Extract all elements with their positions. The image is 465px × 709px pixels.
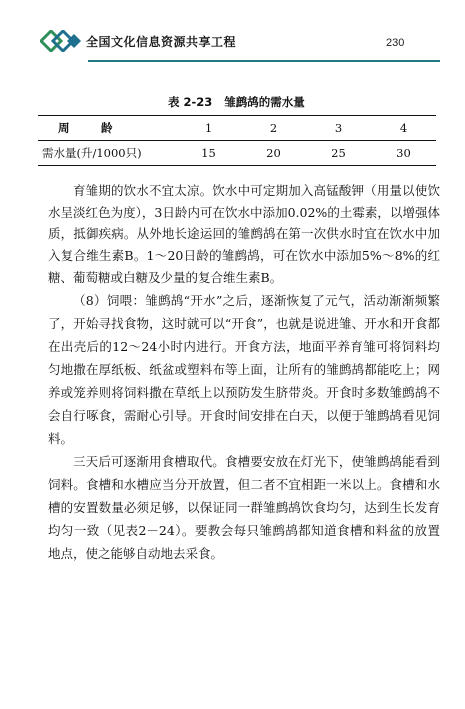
table-title: 雏鹧鸪的需水量 bbox=[224, 95, 305, 109]
water-requirement-table bbox=[38, 115, 436, 166]
page-header bbox=[0, 0, 465, 72]
table-caption bbox=[168, 94, 305, 110]
table-header-row bbox=[38, 116, 436, 141]
table-header-label: 周 龄 bbox=[38, 116, 176, 141]
header-title: 全国文化信息资源共享工程 bbox=[86, 35, 237, 49]
table-cell: 15 bbox=[201, 146, 216, 160]
table-row-label: 需水量(升/1000只) bbox=[42, 146, 142, 160]
logo-diamond-icon bbox=[40, 30, 84, 52]
paragraph: 三天后可逐渐用食槽取代。食槽要安放在灯光下，使雏鹧鸪能看到饲料。食槽和水槽应当分开放置，但二者不宜相距一米以上。食槽和水槽的安置数量必须足够，以保证同一群雏鹧鸪饮食均匀，达到生长发育均匀一致（见表2－24）。要教会每只雏鹧鸪都知道食槽和料盆的放置地点，使之能够自动地去采食。 bbox=[48, 453, 440, 561]
body-text bbox=[48, 180, 440, 565]
table-cell: 1 bbox=[176, 116, 241, 141]
table-number: 表 2-23 bbox=[168, 95, 213, 109]
header-rule bbox=[88, 60, 440, 62]
table-cell: 2 bbox=[241, 116, 306, 141]
table-cell: 20 bbox=[266, 146, 281, 160]
page-number: 230 bbox=[386, 37, 405, 49]
paragraph: 育雏期的饮水不宜太凉。饮水中可定期加入高锰酸钾（用量以使饮水呈淡红色为度），3日龄内可在饮水中添加0.02%的土霉素，以增强体质，抵御疾病。从外地长途运回的雏鹧鸪在第一次供水时宜在饮水中加入复合维生素B。1～20日龄的雏鹧鸪，可在饮水中添加5%～8%的红糖、葡萄糖或白糖及少量的复合维生素B。 bbox=[48, 183, 440, 285]
table-cell: 25 bbox=[331, 146, 346, 160]
table-cell: 4 bbox=[371, 116, 436, 141]
paragraph: （8）饲喂：雏鹧鸪“开水”之后，逐渐恢复了元气，活动渐渐频繁了，开始寻找食物，这时就可以“开食”，也就是说进雏、开水和开食都在出壳后的12～24小时内进行。开食方法，地面平养育雏可将饲料均匀地撒在厚纸板、纸盆或塑料布等上面，让所有的雏鹧鸪都能吃上；网养或笼养则将饲料撒在草纸上以预防发生脐带炎。开食时多数雏鹧鸪不会自行啄食，需耐心引导。开食时间安排在白天，以便于雏鹧鸪看见饲料。 bbox=[48, 292, 440, 446]
table-cell: 3 bbox=[306, 116, 371, 141]
table-data-row bbox=[38, 141, 436, 166]
table-cell: 30 bbox=[396, 146, 411, 160]
